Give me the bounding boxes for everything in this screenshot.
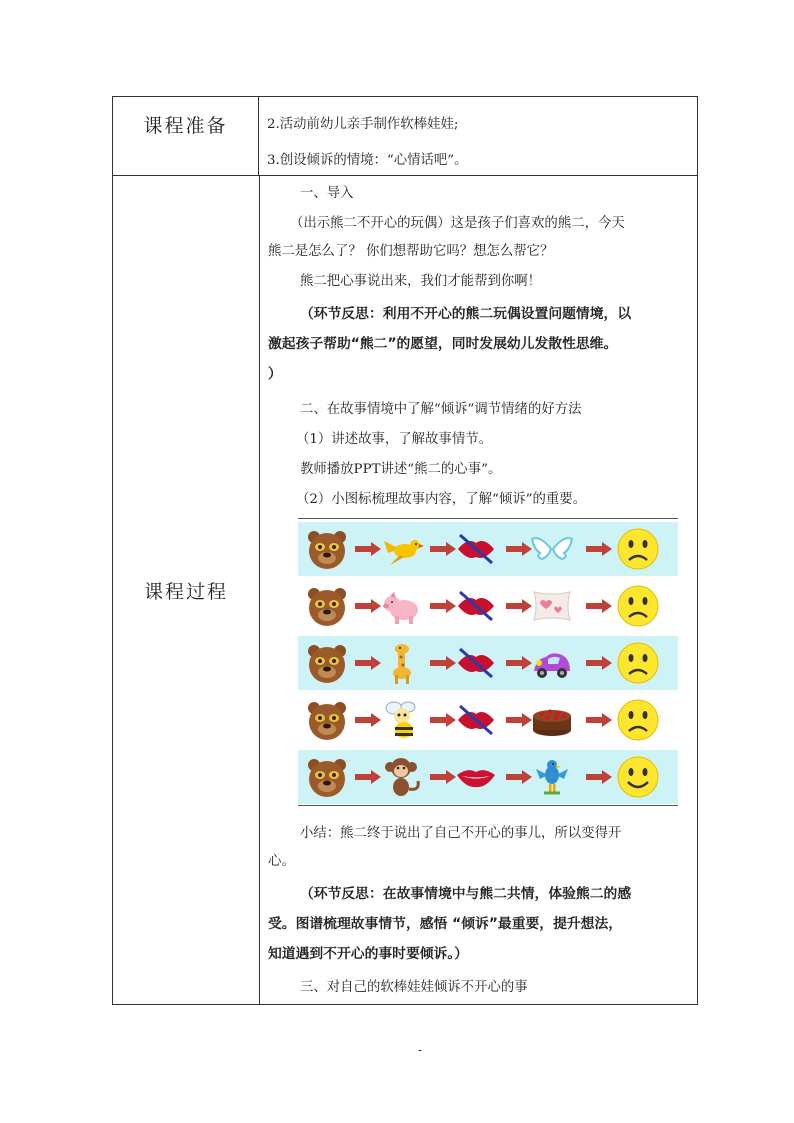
preparation-row	[112, 96, 698, 176]
sad-face-icon	[616, 698, 660, 742]
cake-icon	[530, 698, 574, 742]
arrow-right-icon	[586, 713, 612, 727]
summary-line: 小结：熊二终于说出了自己不开心的事儿，所以变得开	[300, 826, 622, 841]
reflection-line: （环节反思：在故事情境中与熊二共情，体验熊二的感	[300, 886, 632, 902]
monkey-icon	[380, 755, 424, 799]
arrow-right-icon	[506, 713, 532, 727]
lesson-table	[112, 96, 698, 1005]
arrow-right-icon	[586, 656, 612, 670]
section-heading-intro: 一、导入	[300, 186, 354, 201]
preparation-label: 课程准备	[113, 97, 259, 175]
story-row	[298, 522, 678, 576]
crossed-lips-icon	[454, 527, 498, 571]
story-row	[298, 750, 678, 804]
happy-face-icon	[616, 755, 660, 799]
crossed-lips-icon	[454, 698, 498, 742]
giraffe-icon	[380, 641, 424, 685]
arrow-right-icon	[430, 713, 456, 727]
section-heading-story: 二、在故事情境中了解“倾诉”调节情绪的好方法	[300, 402, 582, 417]
story-icon-panel	[298, 518, 678, 806]
story-row	[298, 636, 678, 690]
bear-face-icon	[305, 527, 349, 571]
arrow-right-icon	[506, 599, 532, 613]
arrow-right-icon	[506, 770, 532, 784]
crossed-lips-icon	[454, 641, 498, 685]
arrow-right-icon	[430, 656, 456, 670]
bear-face-icon	[305, 641, 349, 685]
preparation-line-2: 3.创设倾诉的情境：“心情话吧”。	[267, 153, 468, 168]
arrow-right-icon	[506, 656, 532, 670]
paragraph-line: （2）小图标梳理故事内容，了解“倾诉”的重要。	[296, 492, 587, 507]
toy-car-icon	[530, 641, 574, 685]
preparation-content	[259, 97, 697, 175]
sad-face-icon	[616, 584, 660, 628]
arrow-right-icon	[430, 542, 456, 556]
sad-face-icon	[616, 527, 660, 571]
story-row	[298, 579, 678, 633]
paragraph-line: （出示熊二不开心的玩偶）这是孩子们喜欢的熊二，今天	[290, 216, 625, 231]
paragraph-line: 熊二是怎么了？ 你们想帮助它吗？想怎么帮它？	[268, 244, 554, 259]
arrow-right-icon	[586, 599, 612, 613]
sad-face-icon	[616, 641, 660, 685]
yellow-bird-icon	[380, 527, 424, 571]
reflection-line: 受。图谱梳理故事情节，感悟 “倾诉”最重要，提升想法，	[268, 916, 623, 932]
section-heading-practice: 三、对自己的软棒娃娃倾诉不开心的事	[300, 980, 528, 995]
crossed-lips-icon	[454, 584, 498, 628]
arrow-right-icon	[355, 599, 381, 613]
bear-face-icon	[305, 584, 349, 628]
arrow-right-icon	[355, 542, 381, 556]
bear-face-icon	[305, 755, 349, 799]
process-content	[260, 176, 697, 1004]
arrow-right-icon	[586, 770, 612, 784]
paragraph-line: （1）讲述故事，了解故事情节。	[296, 432, 492, 447]
arrow-right-icon	[586, 542, 612, 556]
bear-face-icon	[305, 698, 349, 742]
paragraph-line: 教师播放PPT讲述“熊二的心事”。	[300, 462, 502, 477]
pink-pig-icon	[380, 584, 424, 628]
reflection-line: 激起孩子帮助“熊二”的愿望，同时发展幼儿发散性思维。	[268, 336, 618, 352]
arrow-right-icon	[430, 599, 456, 613]
reflection-line: ）	[268, 366, 282, 382]
paragraph-line: 熊二把心事说出来，我们才能帮到你啊！	[300, 274, 542, 289]
summary-line: 心。	[268, 854, 295, 869]
wings-icon	[530, 527, 574, 571]
arrow-right-icon	[355, 656, 381, 670]
pillow-icon	[530, 584, 574, 628]
preparation-line-1: 2.活动前幼儿亲手制作软棒娃娃;	[267, 117, 459, 132]
lips-icon	[454, 755, 498, 799]
reflection-line: （环节反思：利用不开心的熊二玩偶设置问题情境，以	[300, 306, 632, 322]
page-number: -	[418, 1043, 423, 1057]
story-row	[298, 693, 678, 747]
process-label: 课程过程	[113, 176, 260, 1004]
bee-icon	[380, 698, 424, 742]
arrow-right-icon	[355, 770, 381, 784]
arrow-right-icon	[506, 542, 532, 556]
process-row	[112, 176, 698, 1005]
reflection-line: 知道遇到不开心的事时要倾诉。）	[268, 946, 469, 962]
arrow-right-icon	[355, 713, 381, 727]
parrot-icon	[530, 755, 574, 799]
arrow-right-icon	[430, 770, 456, 784]
